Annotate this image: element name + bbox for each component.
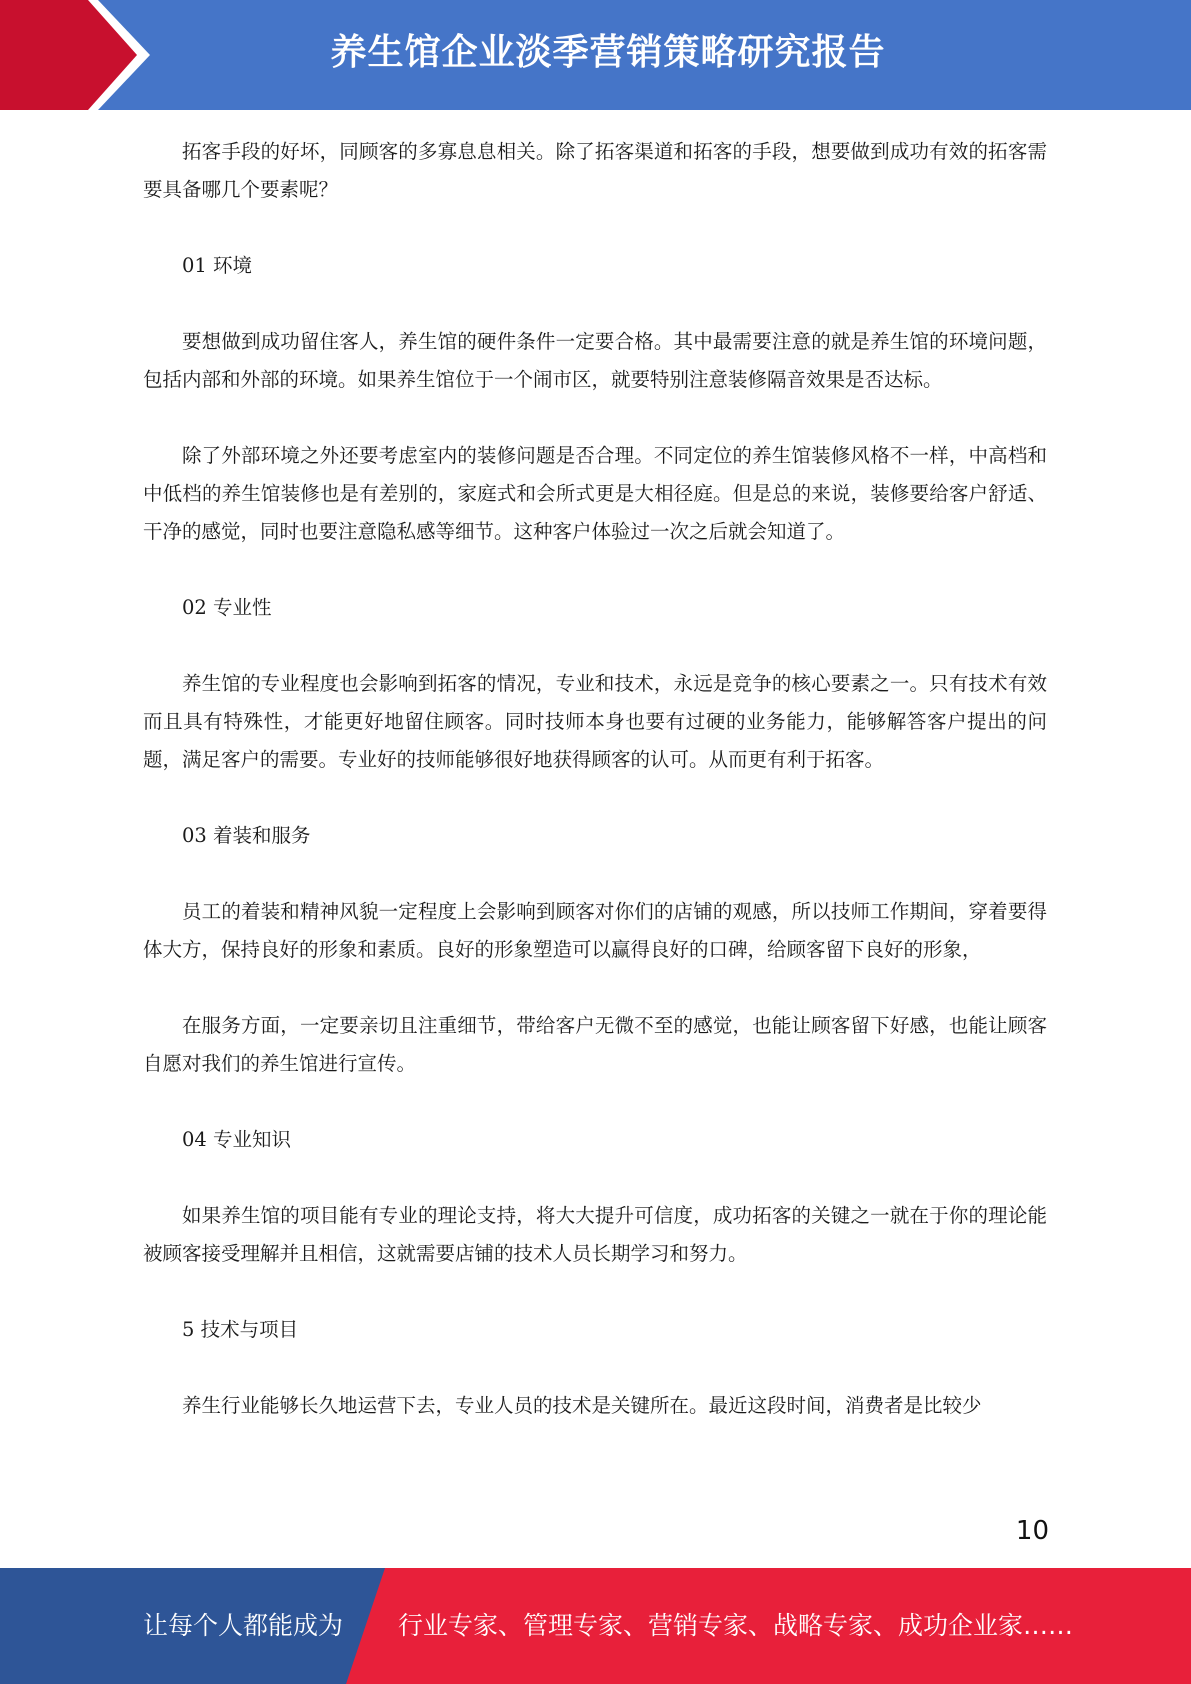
document-body	[143, 133, 1047, 1463]
footer-slogan-left: 让每个人都能成为	[143, 1611, 344, 1640]
paragraph: 要想做到成功留住客人，养生馆的硬件条件一定要合格。其中最需要注意的就是养生馆的环境问题，包括内部和外部的环境。如果养生馆位于一个闹市区，就要特别注意装修隔音效果是否达标。	[143, 330, 1047, 391]
intro-paragraph: 拓客手段的好坏，同顾客的多寡息息相关。除了拓客渠道和拓客的手段，想要做到成功有效的拓客需要具备哪几个要素呢？	[143, 140, 1047, 201]
paragraph: 除了外部环境之外还要考虑室内的装修问题是否合理。不同定位的养生馆装修风格不一样，中高档和中低档的养生馆装修也是有差别的，家庭式和会所式更是大相径庭。但是总的来说，装修要给客户舒适、干净的感觉，同时也要注意隐私感等细节。这种客户体验过一次之后就会知道了。	[143, 444, 1047, 543]
section-heading-attire-service: 03 着装和服务	[182, 824, 311, 847]
paragraph: 员工的着装和精神风貌一定程度上会影响到顾客对你们的店铺的观感，所以技师工作期间，穿着要得体大方，保持良好的形象和素质。良好的形象塑造可以赢得良好的口碑，给顾客留下良好的形象，	[143, 900, 1047, 961]
section-heading-technique: 5 技术与项目	[182, 1318, 299, 1341]
report-title: 养生馆企业淡季营销策略研究报告	[330, 32, 886, 73]
section-heading-knowledge: 04 专业知识	[182, 1128, 292, 1151]
paragraph: 在服务方面，一定要亲切且注重细节，带给客户无微不至的感觉，也能让顾客留下好感，也能让顾客自愿对我们的养生馆进行宣传。	[143, 1014, 1047, 1075]
paragraph: 如果养生馆的项目能有专业的理论支持，将大大提升可信度，成功拓客的关键之一就在于你的理论能被顾客接受理解并且相信，这就需要店铺的技术人员长期学习和努力。	[143, 1204, 1047, 1265]
footer-slogan-right: 行业专家、管理专家、营销专家、战略专家、成功企业家……	[398, 1611, 1074, 1640]
section-heading-professionalism: 02 专业性	[182, 596, 272, 619]
section-heading-environment: 01 环境	[182, 254, 253, 277]
page-footer	[0, 1568, 1191, 1684]
page-number: 10	[1015, 1516, 1049, 1546]
paragraph: 养生行业能够长久地运营下去，专业人员的技术是关键所在。最近这段时间，消费者是比较少	[182, 1394, 982, 1417]
paragraph: 养生馆的专业程度也会影响到拓客的情况，专业和技术，永远是竞争的核心要素之一。只有技术有效而且具有特殊性，才能更好地留住顾客。同时技师本身也要有过硬的业务能力，能够解答客户提出的问题，满足客户的需要。专业好的技师能够很好地获得顾客的认可。从而更有利于拓客。	[143, 672, 1047, 771]
page-header	[0, 0, 1191, 110]
